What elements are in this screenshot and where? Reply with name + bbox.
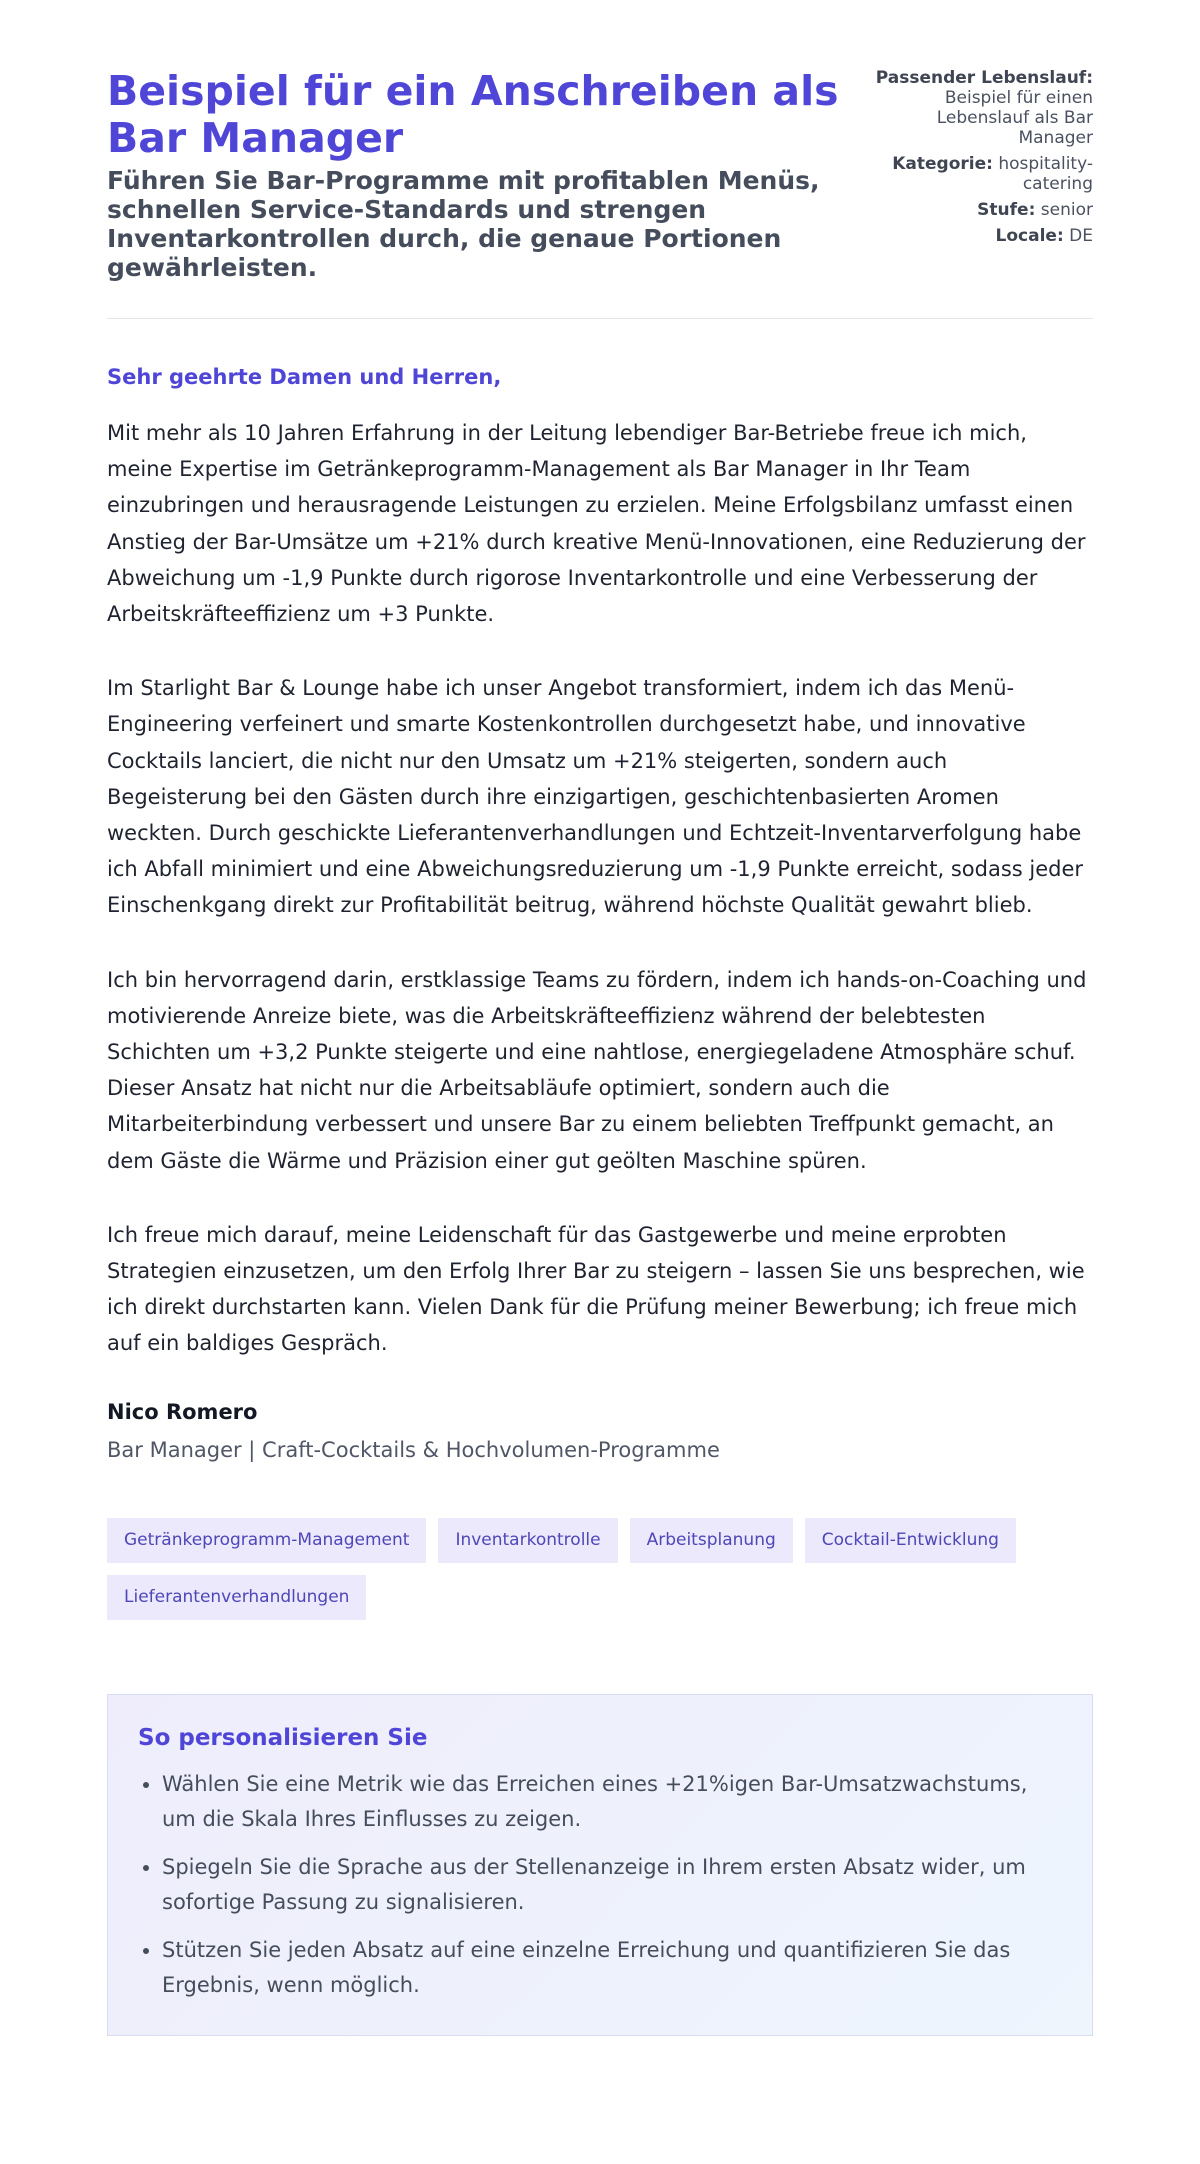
tip-item: • Stützen Sie jeden Absatz auf eine einzelne Erreichung und quantifizieren Sie das Ergebnis, wenn möglich. [162, 1933, 1062, 2003]
meta-locale-label: Locale: [995, 226, 1064, 246]
letter-paragraph: Ich bin hervorragend darin, erstklassige Teams zu fördern, indem ich hands-on-Coaching und motivierende Anreize biete, was die Arbeitskräfteeffizienz während der belebtesten Schichten um +3,2 Punkte steigerte und eine nahtlose, energiegeladene Atmosphäre schuf. Dieser Ansatz hat nicht nur die Arbeitsabläufe optimiert, sondern auch die Mitarbeiterbindung verbessert und unsere Bar zu einem beliebten Treffpunkt gemacht, an dem Gäste die Wärme und Präzision einer gut geölten Maschine spüren. [107, 967, 1087, 1173]
signature-name: Nico Romero [107, 1399, 258, 1424]
meta-category [873, 154, 1093, 194]
tips-list [138, 1767, 1062, 2003]
salutation: Sehr geehrte Damen und Herren, [107, 365, 502, 389]
skill-tags [107, 1518, 1093, 1620]
skill-tag: Lieferantenverhandlungen [107, 1575, 366, 1620]
meta-resume-label: Passender Lebenslauf: [875, 68, 1093, 88]
skill-tag: Arbeitsplanung [630, 1518, 793, 1563]
signature-title: Bar Manager | Craft-Cocktails & Hochvolumen-Programme [107, 1437, 720, 1462]
letter-body [107, 365, 1093, 1362]
tip-item: • Wählen Sie eine Metrik wie das Erreichen eines +21%igen Bar-Umsatzwachstums, um die Skala Ihres Einflusses zu zeigen. [162, 1767, 1062, 1837]
page-header [107, 62, 1093, 282]
meta-resume [873, 68, 1093, 148]
meta-locale [873, 226, 1093, 246]
tip-item: • Spiegeln Sie die Sprache aus der Stellenanzeige in Ihrem ersten Absatz wider, um sofortige Passung zu signalisieren. [162, 1850, 1062, 1920]
meta-category-label: Kategorie: [892, 154, 993, 174]
page-title: Beispiel für ein Anschreiben als Bar Manager [107, 67, 839, 162]
skill-tag: Getränkeprogramm-Management [107, 1518, 426, 1563]
header-titles [107, 62, 847, 282]
cover-letter-page [107, 0, 1093, 2036]
letter-paragraph: Ich freue mich darauf, meine Leidenschaft für das Gastgewerbe und meine erprobten Strategien einzusetzen, um den Erfolg Ihrer Bar zu steigern – lassen Sie uns besprechen, wie ich direkt durchstarten kann. Vielen Dank für die Prüfung meiner Bewerbung; ich freue mich auf ein baldiges Gespräch. [107, 1222, 1085, 1356]
tips-title: So personalisieren Sie [138, 1724, 428, 1751]
personalization-tips [107, 1694, 1093, 2036]
meta-resume-value: Beispiel für einen Lebenslauf als Bar Manager [936, 88, 1093, 148]
meta-category-value: hospitality-catering [998, 154, 1093, 194]
signature-block [107, 1400, 1093, 1462]
meta-info [873, 62, 1093, 252]
meta-level-label: Stufe: [977, 200, 1036, 220]
letter-paragraph: Mit mehr als 10 Jahren Erfahrung in der Leitung lebendiger Bar-Betriebe freue ich mich, meine Expertise im Getränkeprogramm-Management als Bar Manager in Ihr Team einzubringen und herausragende Leistungen zu erzielen. Meine Erfolgsbilanz umfasst einen Anstieg der Bar-Umsätze um +21% durch kreative Menü-Innovationen, eine Reduzierung der Abweichung um -1,9 Punkte durch rigorose Inventarkontrolle und eine Verbesserung der Arbeitskräfteeffizienz um +3 Punkte. [107, 421, 1086, 627]
skill-tag: Inventarkontrolle [438, 1518, 617, 1563]
skill-tag: Cocktail-Entwicklung [805, 1518, 1016, 1563]
meta-level [873, 200, 1093, 220]
header-divider [107, 318, 1093, 319]
meta-level-value: senior [1040, 200, 1093, 220]
page-subtitle: Führen Sie Bar-Programme mit profitablen Menüs, schnellen Service-Standards und strengen Inventarkontrollen durch, die genaue Portionen gewährleisten. [107, 166, 820, 282]
letter-paragraph: Im Starlight Bar & Lounge habe ich unser Angebot transformiert, indem ich das Menü-Engineering verfeinert und smarte Kostenkontrollen durchgesetzt habe, und innovative Cocktails lanciert, die nicht nur den Umsatz um +21% steigerten, sondern auch Begeisterung bei den Gästen durch ihre einzigartigen, geschichtenbasierten Aromen weckten. Durch geschickte Lieferantenverhandlungen und Echtzeit-Inventarverfolgung habe ich Abfall minimiert und eine Abweichungsreduzierung um -1,9 Punkte erreicht, sodass jeder Einschenkgang direkt zur Profitabilität beitrug, während höchste Qualität gewahrt blieb. [107, 676, 1084, 918]
meta-locale-value: DE [1069, 226, 1093, 246]
